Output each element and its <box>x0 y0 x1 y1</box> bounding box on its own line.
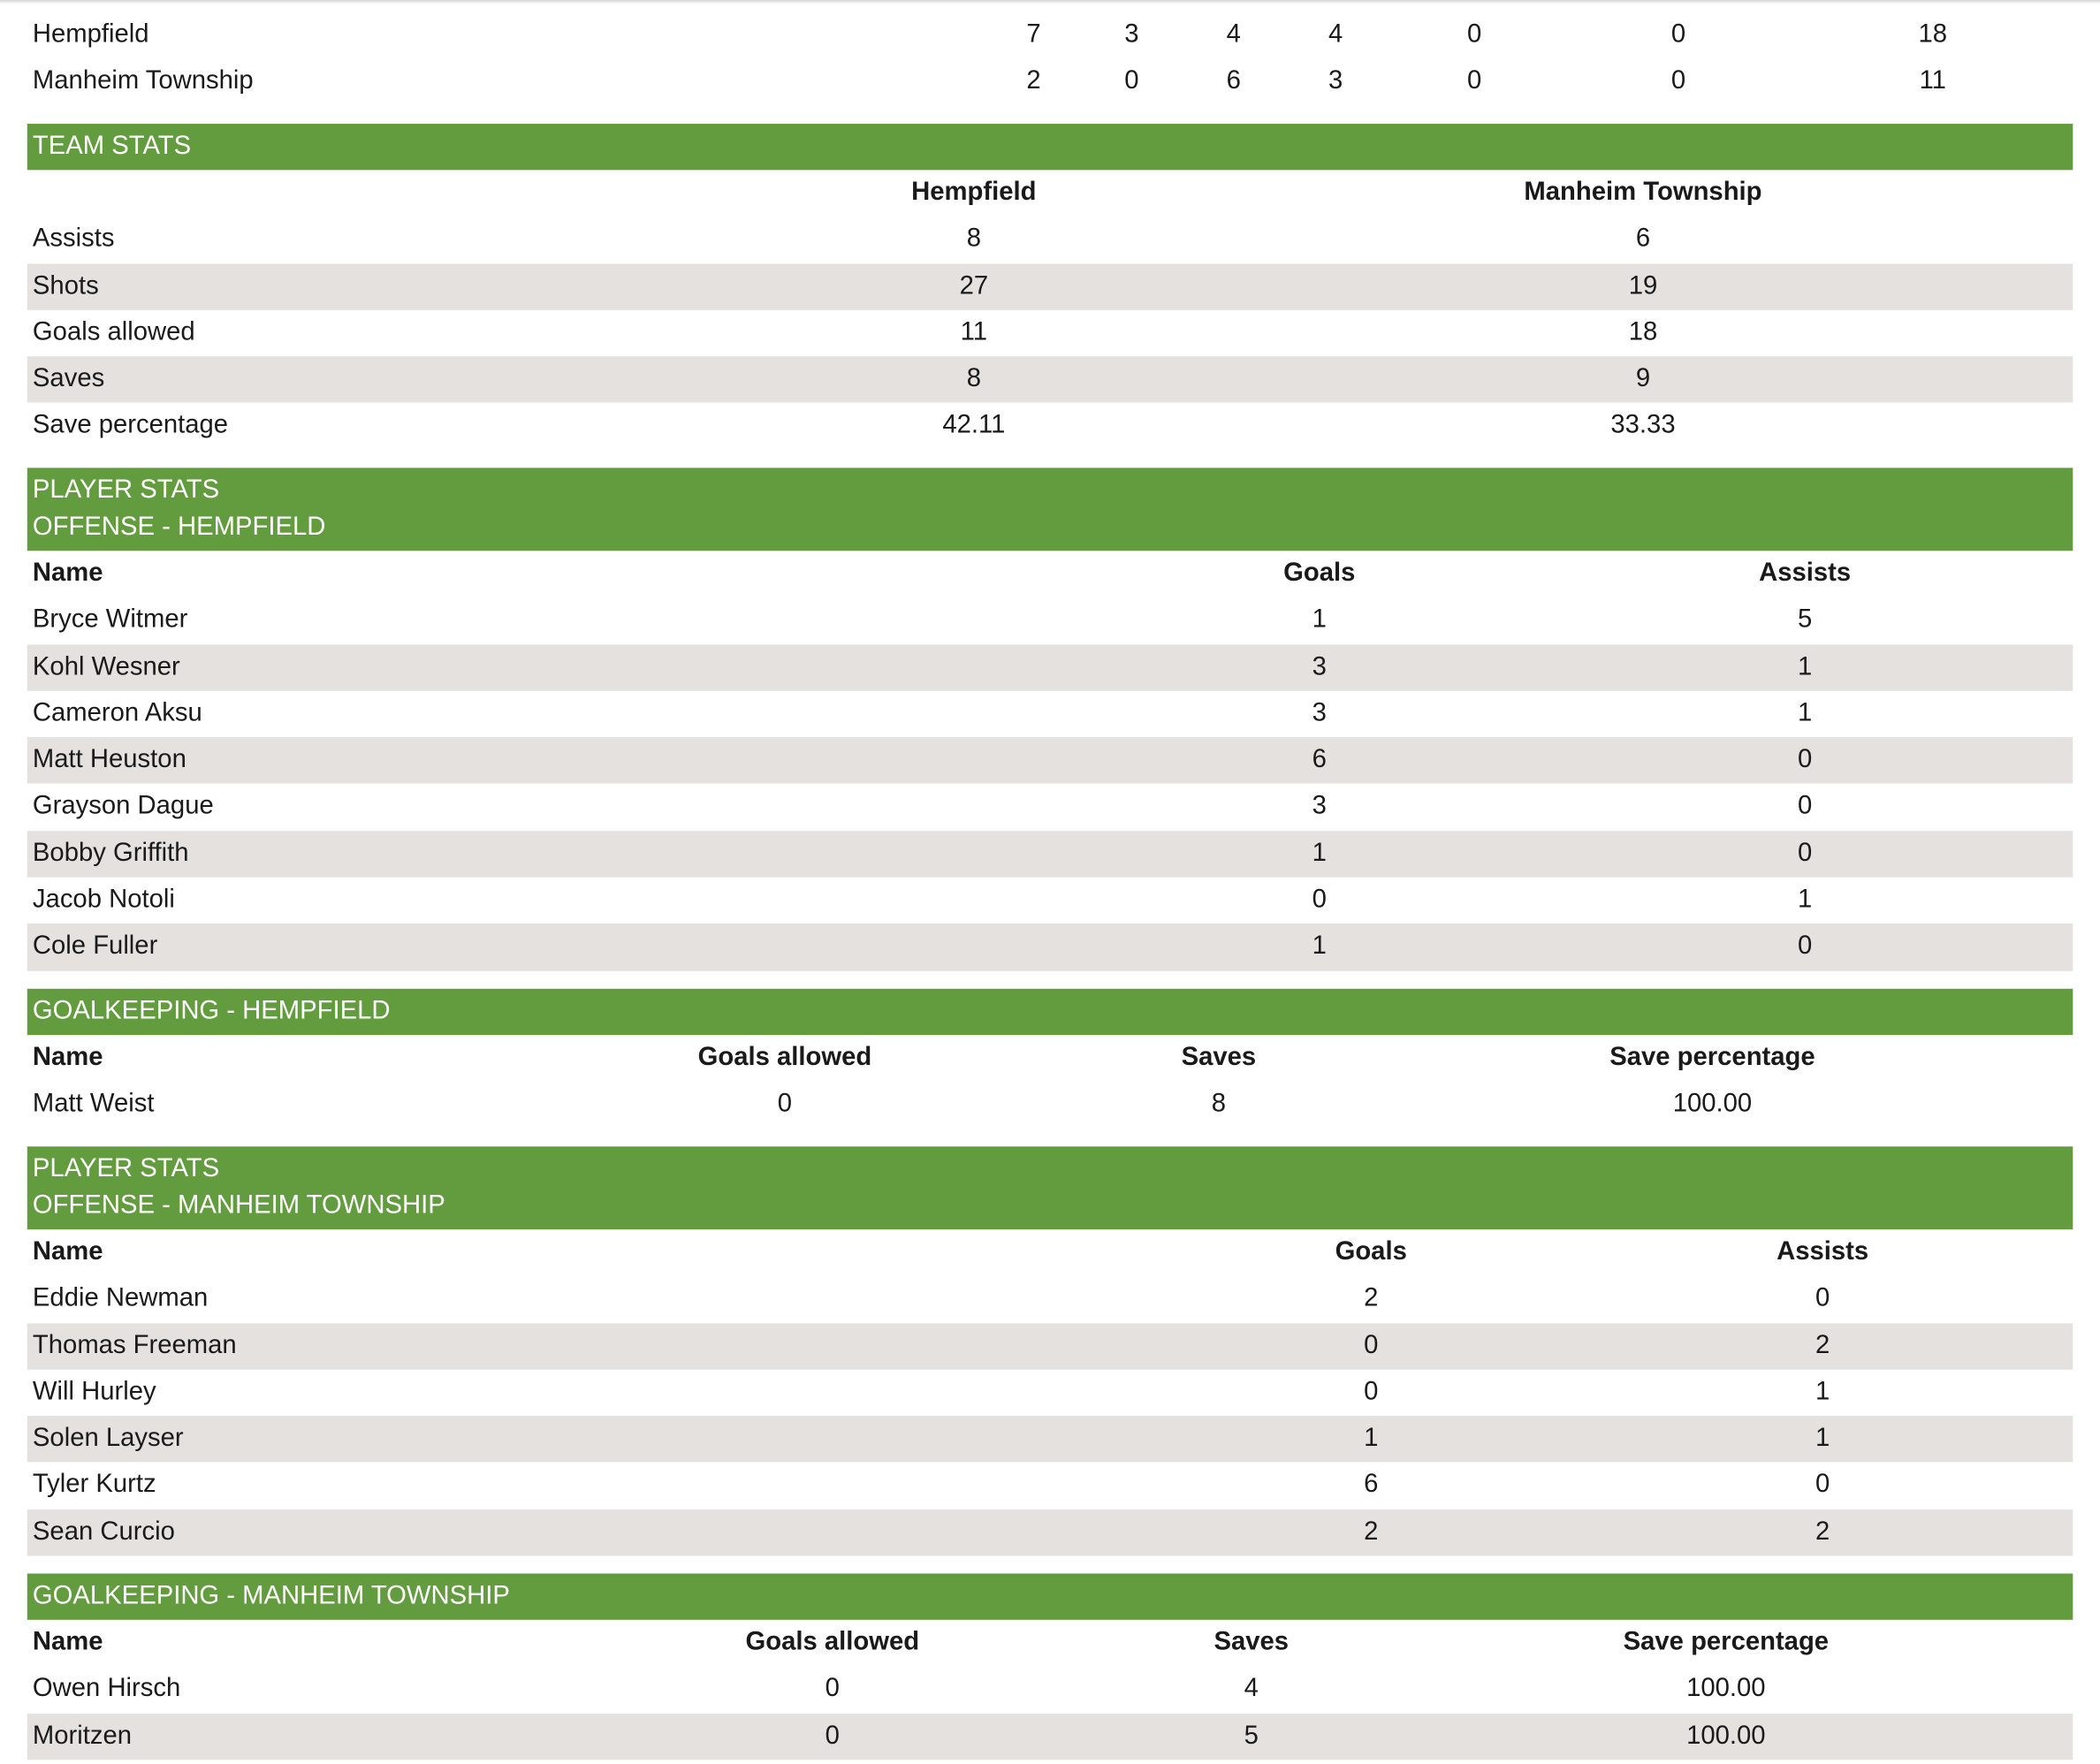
player-name: Eddie Newman <box>32 1284 209 1313</box>
player-goals: 0 <box>1364 1330 1379 1360</box>
player-name: Sean Curcio <box>32 1517 175 1547</box>
table-header-row <box>27 551 2073 597</box>
stat-label: Shots <box>32 271 99 300</box>
offense-hempfield-header <box>27 468 2073 551</box>
table-row <box>27 924 2073 970</box>
column-goals-allowed: Goals allowed <box>745 1628 920 1657</box>
goalie-goals-allowed: 0 <box>777 1090 793 1119</box>
goalkeeping-manheim-header <box>27 1574 2073 1620</box>
hempfield-value: 11 <box>960 317 988 347</box>
player-assists: 0 <box>1797 931 1813 962</box>
section-subtitle: OFFENSE - MANHEIM TOWNSHIP <box>32 1190 445 1220</box>
player-name: Jacob Notoli <box>32 885 175 915</box>
player-name: Cameron Aksu <box>32 698 202 728</box>
goalie-goals-allowed: 0 <box>825 1721 840 1750</box>
stat-label: Goals allowed <box>32 317 195 347</box>
table-row <box>27 1416 2073 1463</box>
goalie-saves: 5 <box>1244 1721 1259 1750</box>
table-row <box>27 1463 2073 1509</box>
column-saves: Saves <box>1214 1628 1290 1657</box>
player-goals: 6 <box>1364 1471 1379 1500</box>
table-row <box>27 1667 2073 1714</box>
player-assists: 1 <box>1815 1424 1830 1453</box>
team-name: Manheim Township <box>32 66 254 96</box>
player-assists: 0 <box>1797 792 1813 821</box>
scoring-table <box>27 12 2073 106</box>
table-row <box>27 1082 2073 1129</box>
column-goals-allowed: Goals allowed <box>697 1043 872 1072</box>
manheim-value: 19 <box>1628 271 1658 300</box>
table-row <box>27 878 2073 924</box>
goalie-goals-allowed: 0 <box>825 1674 840 1704</box>
total-score: 18 <box>1918 20 1948 49</box>
goalie-name: Matt Weist <box>32 1090 155 1119</box>
player-name: Tyler Kurtz <box>32 1471 156 1500</box>
goalie-save-percentage: 100.00 <box>1686 1721 1766 1750</box>
player-assists: 0 <box>1797 839 1813 868</box>
table-header-row <box>27 170 2073 217</box>
goalie-saves: 4 <box>1244 1674 1259 1704</box>
player-name: Kohl Wesner <box>32 652 180 681</box>
scoring-row-manheim <box>27 59 2073 106</box>
player-assists: 1 <box>1797 885 1813 915</box>
goalie-save-percentage: 100.00 <box>1672 1090 1753 1119</box>
stat-label: Save percentage <box>32 411 229 440</box>
player-goals: 2 <box>1364 1284 1379 1313</box>
table-row <box>27 691 2073 738</box>
column-save-percentage: Save percentage <box>1609 1043 1815 1072</box>
goalie-name: Moritzen <box>32 1721 133 1750</box>
column-name: Name <box>32 559 103 588</box>
player-goals: 1 <box>1312 605 1327 635</box>
manheim-value: 9 <box>1635 364 1651 394</box>
team-stats-table <box>27 170 2073 450</box>
player-assists: 2 <box>1815 1330 1830 1360</box>
table-row <box>27 831 2073 878</box>
column-save-percentage: Save percentage <box>1623 1628 1830 1657</box>
overtime-1-score: 0 <box>1467 66 1482 96</box>
column-goals: Goals <box>1283 559 1356 588</box>
stat-label: Saves <box>32 364 105 394</box>
player-assists: 1 <box>1797 698 1813 728</box>
player-goals: 2 <box>1364 1517 1379 1547</box>
hempfield-value: 8 <box>966 224 981 254</box>
player-assists: 1 <box>1797 652 1813 681</box>
period-4-score: 4 <box>1328 20 1343 49</box>
player-assists: 0 <box>1815 1284 1830 1313</box>
manheim-value: 18 <box>1628 317 1658 347</box>
player-goals: 1 <box>1364 1424 1379 1453</box>
period-1-score: 2 <box>1026 66 1041 96</box>
player-name: Bobby Griffith <box>32 839 189 868</box>
manheim-value: 6 <box>1635 224 1651 254</box>
period-3-score: 4 <box>1226 20 1241 49</box>
table-row <box>27 1370 2073 1417</box>
player-goals: 6 <box>1312 745 1327 774</box>
hempfield-value: 8 <box>966 364 981 394</box>
player-assists: 2 <box>1815 1517 1830 1547</box>
table-row <box>27 1509 2073 1556</box>
player-name: Matt Heuston <box>32 745 186 774</box>
goalkeeping-hempfield-table <box>27 1035 2073 1129</box>
table-row <box>27 644 2073 691</box>
goalie-name: Owen Hirsch <box>32 1674 181 1704</box>
offense-manheim-header <box>27 1146 2073 1229</box>
player-assists: 0 <box>1797 745 1813 774</box>
player-name: Solen Layser <box>32 1424 184 1453</box>
table-header-row <box>27 1620 2073 1667</box>
table-row <box>27 310 2073 357</box>
table-row <box>27 597 2073 644</box>
section-title: PLAYER STATS <box>32 1154 220 1183</box>
column-name: Name <box>32 1628 103 1657</box>
table-row <box>27 403 2073 450</box>
player-name: Will Hurley <box>32 1377 156 1407</box>
overtime-1-score: 0 <box>1467 20 1482 49</box>
player-goals: 0 <box>1364 1377 1379 1407</box>
table-row <box>27 1276 2073 1323</box>
overtime-2-score: 0 <box>1670 66 1686 96</box>
player-assists: 1 <box>1815 1377 1830 1407</box>
period-2-score: 0 <box>1124 66 1139 96</box>
player-goals: 3 <box>1312 792 1327 821</box>
player-name: Bryce Witmer <box>32 605 188 635</box>
goalkeeping-manheim-table <box>27 1620 2073 1760</box>
team-name: Hempfield <box>32 20 149 49</box>
player-name: Thomas Freeman <box>32 1330 237 1360</box>
column-hempfield: Hempfield <box>911 178 1037 207</box>
player-goals: 3 <box>1312 652 1327 681</box>
table-header-row <box>27 1229 2073 1276</box>
player-name: Cole Fuller <box>32 931 158 962</box>
player-goals: 1 <box>1312 931 1327 962</box>
goalie-saves: 8 <box>1211 1090 1226 1119</box>
period-3-score: 6 <box>1226 66 1241 96</box>
section-title: GOALKEEPING - MANHEIM TOWNSHIP <box>32 1581 510 1611</box>
player-goals: 3 <box>1312 698 1327 728</box>
offense-hempfield-table <box>27 551 2073 970</box>
table-row <box>27 263 2073 310</box>
table-row <box>27 1713 2073 1760</box>
player-assists: 0 <box>1815 1471 1830 1500</box>
hempfield-value: 27 <box>959 271 989 300</box>
table-row <box>27 217 2073 263</box>
section-title: PLAYER STATS <box>32 475 220 505</box>
column-assists: Assists <box>1777 1237 1869 1266</box>
period-2-score: 3 <box>1124 20 1139 49</box>
column-manheim: Manheim Township <box>1524 178 1762 207</box>
table-row <box>27 356 2073 403</box>
goalkeeping-hempfield-header <box>27 989 2073 1035</box>
column-assists: Assists <box>1759 559 1852 588</box>
player-assists: 5 <box>1797 605 1813 635</box>
table-row <box>27 737 2073 784</box>
player-goals: 0 <box>1312 885 1327 915</box>
section-title: TEAM STATS <box>32 132 192 161</box>
period-4-score: 3 <box>1328 66 1343 96</box>
team-stats-header <box>27 124 2073 170</box>
player-name: Grayson Dague <box>32 792 214 821</box>
section-subtitle: OFFENSE - HEMPFIELD <box>32 512 326 541</box>
goalie-save-percentage: 100.00 <box>1686 1674 1766 1704</box>
period-1-score: 7 <box>1026 20 1041 49</box>
section-title: GOALKEEPING - HEMPFIELD <box>32 997 391 1026</box>
stat-label: Assists <box>32 224 115 254</box>
overtime-2-score: 0 <box>1670 20 1686 49</box>
column-goals: Goals <box>1335 1237 1407 1266</box>
player-goals: 1 <box>1312 839 1327 868</box>
column-name: Name <box>32 1043 103 1072</box>
offense-manheim-table <box>27 1229 2073 1555</box>
table-header-row <box>27 1035 2073 1082</box>
total-score: 11 <box>1919 66 1946 96</box>
table-row <box>27 784 2073 831</box>
column-name: Name <box>32 1237 103 1266</box>
manheim-value: 33.33 <box>1610 411 1676 440</box>
top-edge-shadow <box>0 0 2100 4</box>
scoring-row-hempfield <box>27 12 2073 59</box>
column-saves: Saves <box>1181 1043 1257 1072</box>
hempfield-value: 42.11 <box>942 411 1006 440</box>
table-row <box>27 1323 2073 1370</box>
